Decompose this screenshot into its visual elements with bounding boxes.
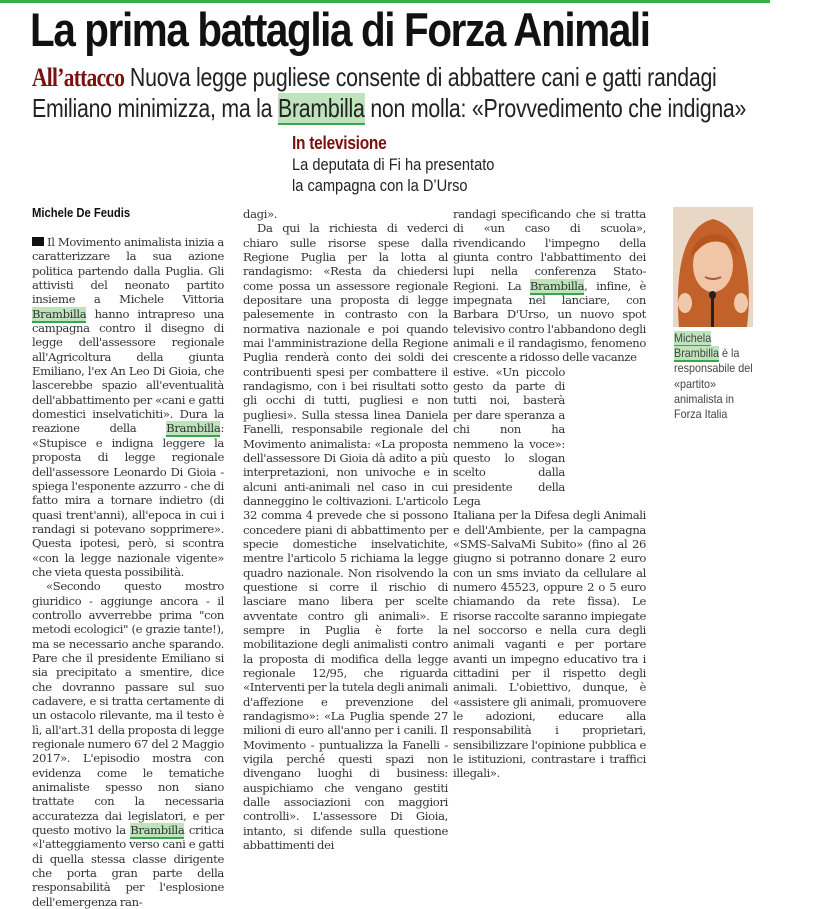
caption-text: è la responsabile del «partito» animalista in Forza Italia [674, 346, 753, 422]
subheadline-line-1 [32, 62, 770, 93]
text: critica «l'atteggiamento verso cani e gatti di quella stessa classe dirigente che porta gran parte della responsabilità per l'esplosione dell'emergenza ran- [32, 823, 224, 909]
portrait-photo [673, 207, 753, 327]
paragraph-marker-icon [32, 237, 44, 246]
headline: La prima battaglia di Forza Animali [30, 3, 650, 56]
subheadline-text-2a: Emiliano minimizza, ma la [32, 93, 273, 123]
text: hanno intrapreso una campagna contro il disegno di legge dell'assessore regionale all'Agricoltura della giunta Emiliano, l'ex An Leo Di Gioia, che lascerebbe spazio all'eventualità dell'abbattimento per «cani e gatti domestici inselvatichiti». Dura la reazione della [32, 306, 224, 436]
tv-line-1: La deputata di Fi ha presentato [292, 155, 495, 174]
article-column-2 [243, 207, 448, 852]
paragraph: Italiana per la Difesa degli Animali e dell'Ambiente, per la campagna «SMS-SalvaMi Subito» (fino al 26 giugno si potranno donare 2 euro con un sms inviato da cellulare al numero 45523, oppure 2 o 5 euro chiamando da rete fissa). Le risorse raccolte saranno impiegate nel soccorso e nella cura degli animali vaganti e per portare avanti un impegno educativo tra i cittadini per il rispetto degli animali. L'obiettivo, dunque, è «assistere gli animali, promuovere le adozioni, educare alla responsabilità i proprietari, sensibilizzare l'opinione pubblica e le istituzioni, contrastare i traffici illegali». [453, 508, 646, 781]
paragraph [32, 235, 224, 579]
tv-kicker: In televisione [292, 133, 387, 153]
sidebar-tv [292, 132, 494, 196]
paragraph [453, 207, 646, 365]
byline: Michele De Feudis [32, 206, 131, 220]
subheadline-text-2b: non molla: «Provvedimento che indigna» [370, 93, 747, 123]
paragraph: Da qui la richiesta di vederci chiaro sulle risorse spese dalla Regione Puglia per la lotta al randagismo: «Resta da chiedersi come possa un assessore regionale depositare una proposta di legge palesemente in contrasto con la normativa nazionale e poi quando mai l'amministrazione della Regione Puglia renderà conto dei soldi dei contribuenti spesi per combattere il randagismo, con i bei risultati sotto gli occhi di tutti, pugliesi e non pugliesi». Sulla stessa linea Daniela Fanelli, responsabile regionale del Movimento animalista: «La proposta dell'assessore Di Gioia dà adito a più interpretazioni, non univoche e in alcuni anti-animali nel caso in cui danneggino le coltivazioni. L'articolo 32 comma 4 prevede che si possono concedere piani di abbattimento per specie domestiche inselvatichite, mentre l'articolo 5 richiama la legge quadro nazionale. Non risolvendo la questione si corre il rischio di lasciare mano libera per scelte avventate contro gli animali». E sempre in Puglia è forte la mobilitazione degli animalisti contro la proposta di modifica della legge regionale 12/95, che riguarda «Interventi per la tutela degli animali d'affezione e prevenzione del randagismo»: «La Puglia spende 27 milioni di euro all'anno per i canili. Il Movimento - puntualizza la Fanelli - vigila perché questi spazi non divengano luoghi di business: auspichiamo che vengano gestiti dalle associazioni con maggiori controlli». L'assessore Di Gioia, intanto, si difende sulla questione abbattimenti dei [243, 221, 448, 853]
highlight-brambilla: Brambilla [32, 306, 87, 321]
text: Il Movimento animalista inizia a caratterizzare la sua azione politica partendo dalla Puglia. Gli attivisti del neonato partito insieme a Michele Vittoria [32, 235, 224, 307]
text: : «Stupisce e indigna leggere la proposta di legge regionale dell'assessore Leonardo Di Gioia - spiega l'esponente azzurro - che di fatto mira a tornare indietro (di quasi trent'anni), all'epoca in cui i randagi si potevano sopprimere». Questa ipotesi, però, si scontra «con la legge nazionale vigente» che vieta questa possibilità. [32, 421, 224, 579]
paragraph [32, 579, 224, 909]
text: , infine, è impegnata nel lanciare, con Barbara D'Urso, un nuovo spot televisivo contro l'abbandono degli animali e il randagismo, fenomeno crescente a ridosso delle vacanze [453, 278, 646, 365]
paragraph: dagi». [243, 207, 278, 221]
article-column-1 [32, 235, 224, 909]
tv-line-2: la campagna con la D’Urso [292, 176, 468, 195]
highlight-brambilla: Brambilla [277, 93, 365, 123]
highlight-brambilla: Brambilla [130, 823, 185, 838]
subheadline-text-1: Nuova legge pugliese consente di abbattere cani e gatti randagi [129, 62, 717, 92]
text: randagi specificando che si tratta di «un caso di scuola», rivendicando l'impegno della giunta contro l'abbattimento dei lupi nella conferenza Stato-Regioni. La [453, 207, 646, 293]
subheadline-kicker: All’attacco [32, 63, 125, 92]
caption-highlight: Michela Brambilla [674, 331, 720, 361]
article-column-3 [453, 207, 646, 781]
text: «Secondo questo mostro giuridico - aggiunge ancora - il controllo avverrebbe prima "con metodi ecologici" (e grazie tante!), ma se necessario anche sparando. Pare che il presidente Emiliano si sia precipitato a smentire, dice che dovranno passare sul suo cadavere, e si tratta certamente di un ostacolo rilevante, ma il testo è lì, all'art.31 della proposta di legge regionale numero 67 del 2 Maggio 2017». L'episodio mostra con evidenza come le tematiche animaliste spesso non siano trattate con la necessaria accuratezza dai legislatori, e per questo motivo la [32, 579, 224, 838]
paragraph-narrow: estive. «Un piccolo gesto da parte di tutti noi, basterà per dare speranza a chi non ha nemmeno la voce»: questo lo slogan scelto dalla presidente della Lega [453, 364, 565, 508]
highlight-brambilla: Brambilla [166, 421, 221, 436]
portrait-image [673, 207, 753, 327]
photo-caption [674, 331, 755, 422]
subheadline-line-2 [32, 93, 770, 123]
subheadline [32, 62, 770, 123]
highlight-brambilla: Brambilla [529, 278, 585, 293]
